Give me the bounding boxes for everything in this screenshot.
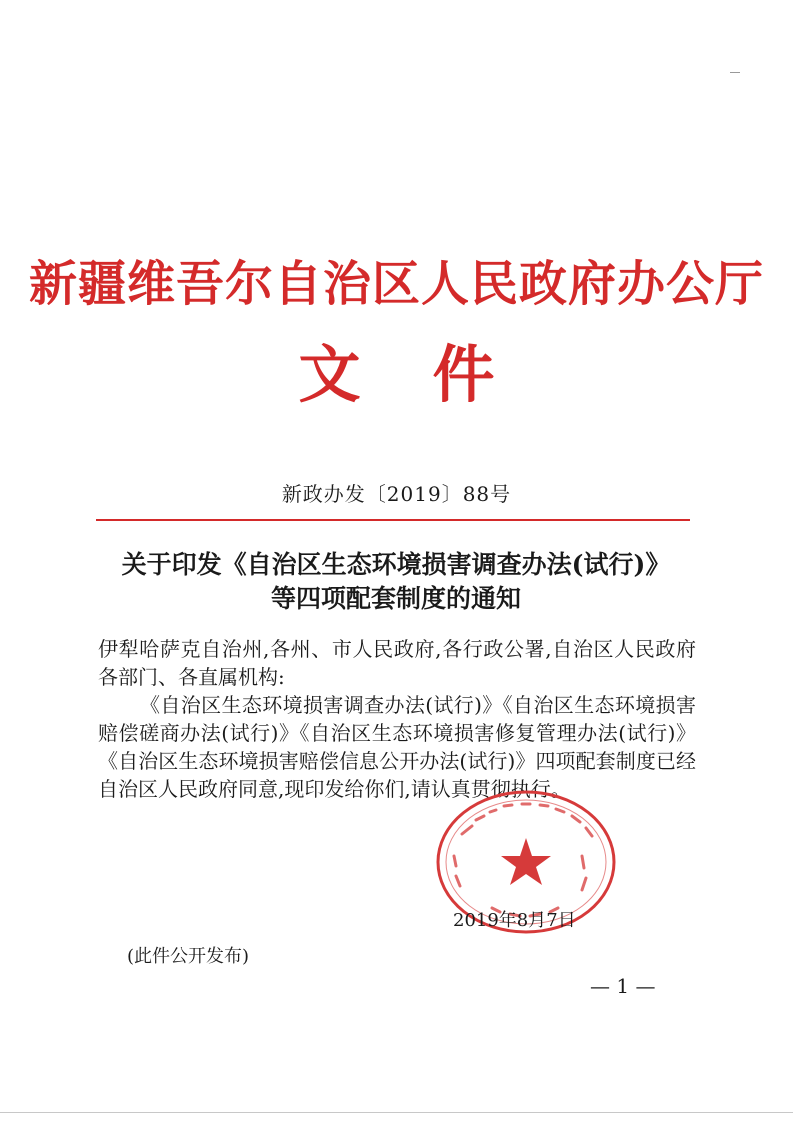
scan-mark [730, 72, 740, 73]
addressee: 伊犁哈萨克自治州,各州、市人民政府,各行政公署,自治区人民政府各部门、各直属机构: [98, 637, 696, 689]
document-type: 文件 [298, 338, 567, 411]
title-line-2: 等四项配套制度的通知 [270, 584, 521, 613]
notice-title [96, 548, 696, 616]
signing-date: 2019年8月7日 [453, 910, 576, 931]
scan-bottom-edge [0, 1112, 793, 1113]
issuer-name: 新疆维吾尔自治区人民政府办公厅 [28, 256, 764, 312]
page-number: — 1 — [590, 974, 656, 998]
notice-body [98, 635, 696, 803]
document-number: 新政办发〔2019〕88号 [281, 482, 512, 506]
disclosure-note: (此件公开发布) [127, 946, 250, 967]
body-paragraph: 《自治区生态环境损害调查办法(试行)》《自治区生态环境损害赔偿磋商办法(试行)》《自治区生态环境损害修复管理办法(试行)》《自治区生态环境损害赔偿信息公开办法(试行)》四项配套制度已经自治区人民政府同意,现印发给你们,请认真贯彻执行。 [98, 693, 696, 801]
title-line-1: 关于印发《自治区生态环境损害调查办法(试行)》 [121, 550, 671, 579]
red-separator-line [96, 519, 690, 521]
